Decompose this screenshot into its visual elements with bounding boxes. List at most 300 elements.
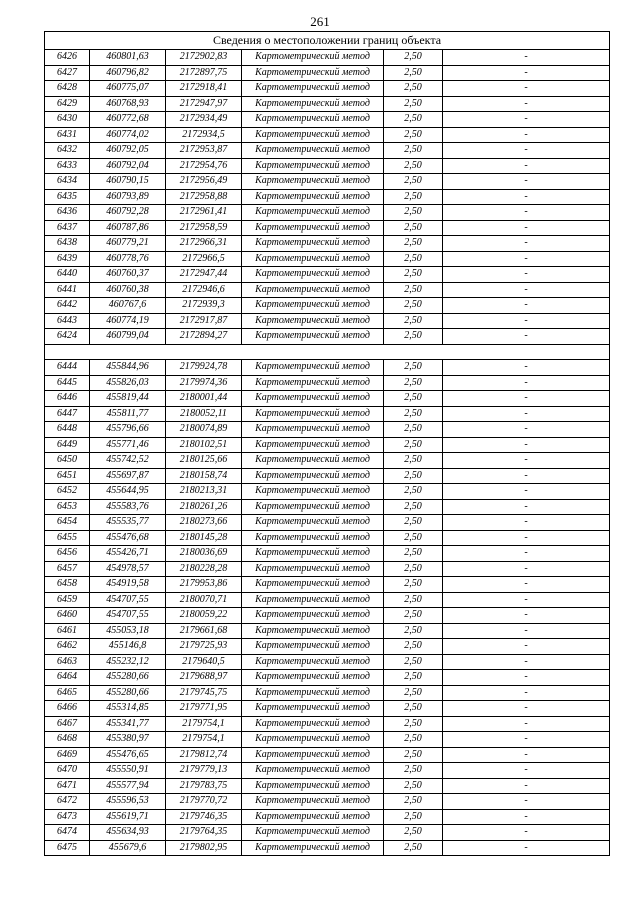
point-number-cell: 6452: [45, 484, 90, 500]
x-coordinate-cell: 455426,71: [90, 546, 166, 562]
point-number-cell: 6426: [45, 50, 90, 66]
x-coordinate-cell: 455280,66: [90, 685, 166, 701]
y-coordinate-cell: 2179974,36: [166, 375, 242, 391]
x-coordinate-cell: 460774,19: [90, 313, 166, 329]
table-row: [45, 189, 610, 205]
accuracy-cell: 2,50: [384, 96, 443, 112]
table-row: [45, 732, 610, 748]
description-cell: -: [443, 716, 610, 732]
table-row: [45, 391, 610, 407]
method-cell: Картометрический метод: [242, 654, 384, 670]
y-coordinate-cell: 2179764,35: [166, 825, 242, 841]
point-number-cell: 6448: [45, 422, 90, 438]
point-number-cell: 6469: [45, 747, 90, 763]
y-coordinate-cell: 2180125,66: [166, 453, 242, 469]
method-cell: Картометрический метод: [242, 360, 384, 376]
y-coordinate-cell: 2179924,78: [166, 360, 242, 376]
description-cell: -: [443, 329, 610, 345]
description-cell: -: [443, 282, 610, 298]
point-number-cell: 6439: [45, 251, 90, 267]
accuracy-cell: 2,50: [384, 174, 443, 190]
point-number-cell: 6455: [45, 530, 90, 546]
y-coordinate-cell: 2180059,22: [166, 608, 242, 624]
method-cell: Картометрический метод: [242, 282, 384, 298]
x-coordinate-cell: 455476,68: [90, 530, 166, 546]
y-coordinate-cell: 2179661,68: [166, 623, 242, 639]
table-row: [45, 561, 610, 577]
description-cell: -: [443, 608, 610, 624]
point-number-cell: 6449: [45, 437, 90, 453]
method-cell: Картометрический метод: [242, 778, 384, 794]
description-cell: -: [443, 220, 610, 236]
table-row: [45, 592, 610, 608]
description-cell: -: [443, 236, 610, 252]
x-coordinate-cell: 455634,93: [90, 825, 166, 841]
x-coordinate-cell: 455550,91: [90, 763, 166, 779]
x-coordinate-cell: 455380,97: [90, 732, 166, 748]
table-row: [45, 670, 610, 686]
table-row: [45, 794, 610, 810]
point-number-cell: 6453: [45, 499, 90, 515]
table-row: [45, 127, 610, 143]
method-cell: Картометрический метод: [242, 809, 384, 825]
accuracy-cell: 2,50: [384, 112, 443, 128]
table-row: [45, 313, 610, 329]
description-cell: -: [443, 747, 610, 763]
description-cell: -: [443, 515, 610, 531]
table-row: [45, 220, 610, 236]
point-number-cell: 6468: [45, 732, 90, 748]
x-coordinate-cell: 455826,03: [90, 375, 166, 391]
method-cell: Картометрический метод: [242, 763, 384, 779]
accuracy-cell: 2,50: [384, 670, 443, 686]
method-cell: Картометрический метод: [242, 716, 384, 732]
y-coordinate-cell: 2172918,41: [166, 81, 242, 97]
point-number-cell: 6474: [45, 825, 90, 841]
x-coordinate-cell: 460799,04: [90, 329, 166, 345]
description-cell: -: [443, 360, 610, 376]
description-cell: -: [443, 561, 610, 577]
method-cell: Картометрический метод: [242, 623, 384, 639]
table-row: [45, 422, 610, 438]
description-cell: -: [443, 391, 610, 407]
method-cell: Картометрический метод: [242, 825, 384, 841]
method-cell: Картометрический метод: [242, 313, 384, 329]
accuracy-cell: 2,50: [384, 282, 443, 298]
accuracy-cell: 2,50: [384, 220, 443, 236]
method-cell: Картометрический метод: [242, 577, 384, 593]
point-number-cell: 6424: [45, 329, 90, 345]
description-cell: -: [443, 437, 610, 453]
y-coordinate-cell: 2180213,31: [166, 484, 242, 500]
table-row: [45, 701, 610, 717]
y-coordinate-cell: 2180001,44: [166, 391, 242, 407]
description-cell: -: [443, 143, 610, 159]
description-cell: -: [443, 577, 610, 593]
x-coordinate-cell: 455844,96: [90, 360, 166, 376]
method-cell: Картометрический метод: [242, 608, 384, 624]
accuracy-cell: 2,50: [384, 329, 443, 345]
group-separator-cell: [45, 344, 610, 360]
x-coordinate-cell: 455742,52: [90, 453, 166, 469]
y-coordinate-cell: 2180158,74: [166, 468, 242, 484]
y-coordinate-cell: 2172946,6: [166, 282, 242, 298]
description-cell: -: [443, 298, 610, 314]
accuracy-cell: 2,50: [384, 437, 443, 453]
description-cell: -: [443, 685, 610, 701]
accuracy-cell: 2,50: [384, 732, 443, 748]
x-coordinate-cell: 455796,66: [90, 422, 166, 438]
x-coordinate-cell: 455811,77: [90, 406, 166, 422]
point-number-cell: 6454: [45, 515, 90, 531]
method-cell: Картометрический метод: [242, 453, 384, 469]
y-coordinate-cell: 2180074,89: [166, 422, 242, 438]
y-coordinate-cell: 2180273,66: [166, 515, 242, 531]
point-number-cell: 6444: [45, 360, 90, 376]
table-row: [45, 809, 610, 825]
y-coordinate-cell: 2180036,69: [166, 546, 242, 562]
y-coordinate-cell: 2172894,27: [166, 329, 242, 345]
point-number-cell: 6432: [45, 143, 90, 159]
table-row: [45, 515, 610, 531]
description-cell: -: [443, 778, 610, 794]
x-coordinate-cell: 455819,44: [90, 391, 166, 407]
accuracy-cell: 2,50: [384, 360, 443, 376]
point-number-cell: 6470: [45, 763, 90, 779]
method-cell: Картометрический метод: [242, 298, 384, 314]
point-number-cell: 6433: [45, 158, 90, 174]
table-row: [45, 639, 610, 655]
x-coordinate-cell: 460787,86: [90, 220, 166, 236]
method-cell: Картометрический метод: [242, 701, 384, 717]
x-coordinate-cell: 460760,37: [90, 267, 166, 283]
table-row: [45, 205, 610, 221]
method-cell: Картометрический метод: [242, 406, 384, 422]
accuracy-cell: 2,50: [384, 267, 443, 283]
method-cell: Картометрический метод: [242, 189, 384, 205]
point-number-cell: 6462: [45, 639, 90, 655]
accuracy-cell: 2,50: [384, 127, 443, 143]
method-cell: Картометрический метод: [242, 267, 384, 283]
accuracy-cell: 2,50: [384, 623, 443, 639]
y-coordinate-cell: 2172902,83: [166, 50, 242, 66]
y-coordinate-cell: 2172934,49: [166, 112, 242, 128]
point-number-cell: 6471: [45, 778, 90, 794]
point-number-cell: 6466: [45, 701, 90, 717]
x-coordinate-cell: 455314,85: [90, 701, 166, 717]
table-row: [45, 360, 610, 376]
description-cell: -: [443, 546, 610, 562]
accuracy-cell: 2,50: [384, 546, 443, 562]
table-row: [45, 484, 610, 500]
table-row: [45, 236, 610, 252]
point-number-cell: 6451: [45, 468, 90, 484]
point-number-cell: 6461: [45, 623, 90, 639]
accuracy-cell: 2,50: [384, 468, 443, 484]
x-coordinate-cell: 460774,02: [90, 127, 166, 143]
x-coordinate-cell: 455583,76: [90, 499, 166, 515]
accuracy-cell: 2,50: [384, 701, 443, 717]
accuracy-cell: 2,50: [384, 809, 443, 825]
method-cell: Картометрический метод: [242, 499, 384, 515]
table-row: [45, 499, 610, 515]
accuracy-cell: 2,50: [384, 375, 443, 391]
method-cell: Картометрический метод: [242, 422, 384, 438]
table-row: [45, 654, 610, 670]
table-row: [45, 174, 610, 190]
method-cell: Картометрический метод: [242, 592, 384, 608]
method-cell: Картометрический метод: [242, 670, 384, 686]
point-number-cell: 6436: [45, 205, 90, 221]
y-coordinate-cell: 2179783,75: [166, 778, 242, 794]
table-row: [45, 406, 610, 422]
point-number-cell: 6441: [45, 282, 90, 298]
x-coordinate-cell: 460767,6: [90, 298, 166, 314]
x-coordinate-cell: 455619,71: [90, 809, 166, 825]
point-number-cell: 6434: [45, 174, 90, 190]
description-cell: -: [443, 189, 610, 205]
y-coordinate-cell: 2179688,97: [166, 670, 242, 686]
x-coordinate-cell: 455577,94: [90, 778, 166, 794]
point-number-cell: 6445: [45, 375, 90, 391]
accuracy-cell: 2,50: [384, 65, 443, 81]
table-row: [45, 840, 610, 856]
x-coordinate-cell: 460790,15: [90, 174, 166, 190]
x-coordinate-cell: 454707,55: [90, 608, 166, 624]
table-row: [45, 716, 610, 732]
method-cell: Картометрический метод: [242, 391, 384, 407]
method-cell: Картометрический метод: [242, 840, 384, 856]
accuracy-cell: 2,50: [384, 747, 443, 763]
accuracy-cell: 2,50: [384, 189, 443, 205]
table-row: [45, 282, 610, 298]
x-coordinate-cell: 455053,18: [90, 623, 166, 639]
description-cell: -: [443, 701, 610, 717]
table-row: [45, 267, 610, 283]
y-coordinate-cell: 2172953,87: [166, 143, 242, 159]
table-row: [45, 608, 610, 624]
y-coordinate-cell: 2172947,44: [166, 267, 242, 283]
accuracy-cell: 2,50: [384, 406, 443, 422]
description-cell: -: [443, 96, 610, 112]
accuracy-cell: 2,50: [384, 205, 443, 221]
point-number-cell: 6427: [45, 65, 90, 81]
description-cell: -: [443, 592, 610, 608]
accuracy-cell: 2,50: [384, 530, 443, 546]
table-row: [45, 778, 610, 794]
description-cell: -: [443, 639, 610, 655]
point-number-cell: 6459: [45, 592, 90, 608]
table-row: [45, 81, 610, 97]
method-cell: Картометрический метод: [242, 205, 384, 221]
point-number-cell: 6443: [45, 313, 90, 329]
y-coordinate-cell: 2172958,88: [166, 189, 242, 205]
accuracy-cell: 2,50: [384, 50, 443, 66]
y-coordinate-cell: 2179725,93: [166, 639, 242, 655]
method-cell: Картометрический метод: [242, 158, 384, 174]
y-coordinate-cell: 2179771,95: [166, 701, 242, 717]
x-coordinate-cell: 460779,21: [90, 236, 166, 252]
description-cell: -: [443, 825, 610, 841]
method-cell: Картометрический метод: [242, 437, 384, 453]
method-cell: Картометрический метод: [242, 251, 384, 267]
accuracy-cell: 2,50: [384, 158, 443, 174]
point-number-cell: 6440: [45, 267, 90, 283]
method-cell: Картометрический метод: [242, 561, 384, 577]
method-cell: Картометрический метод: [242, 375, 384, 391]
point-number-cell: 6456: [45, 546, 90, 562]
table-row: [45, 375, 610, 391]
method-cell: Картометрический метод: [242, 639, 384, 655]
point-number-cell: 6464: [45, 670, 90, 686]
y-coordinate-cell: 2180052,11: [166, 406, 242, 422]
description-cell: -: [443, 174, 610, 190]
accuracy-cell: 2,50: [384, 577, 443, 593]
description-cell: -: [443, 484, 610, 500]
y-coordinate-cell: 2172966,31: [166, 236, 242, 252]
accuracy-cell: 2,50: [384, 143, 443, 159]
y-coordinate-cell: 2180070,71: [166, 592, 242, 608]
x-coordinate-cell: 460796,82: [90, 65, 166, 81]
description-cell: -: [443, 468, 610, 484]
x-coordinate-cell: 455596,53: [90, 794, 166, 810]
table-title: Сведения о местоположении границ объекта: [45, 32, 610, 50]
table-row: [45, 530, 610, 546]
x-coordinate-cell: 455280,66: [90, 670, 166, 686]
y-coordinate-cell: 2180228,28: [166, 561, 242, 577]
x-coordinate-cell: 460760,38: [90, 282, 166, 298]
description-cell: -: [443, 50, 610, 66]
method-cell: Картометрический метод: [242, 174, 384, 190]
x-coordinate-cell: 460772,68: [90, 112, 166, 128]
table-row: [45, 623, 610, 639]
method-cell: Картометрический метод: [242, 468, 384, 484]
point-number-cell: 6435: [45, 189, 90, 205]
table-row: [45, 251, 610, 267]
y-coordinate-cell: 2172954,76: [166, 158, 242, 174]
method-cell: Картометрический метод: [242, 515, 384, 531]
x-coordinate-cell: 455697,87: [90, 468, 166, 484]
description-cell: -: [443, 763, 610, 779]
method-cell: Картометрический метод: [242, 747, 384, 763]
x-coordinate-cell: 454978,57: [90, 561, 166, 577]
point-number-cell: 6472: [45, 794, 90, 810]
description-cell: -: [443, 840, 610, 856]
y-coordinate-cell: 2180102,51: [166, 437, 242, 453]
y-coordinate-cell: 2172966,5: [166, 251, 242, 267]
method-cell: Картометрический метод: [242, 732, 384, 748]
page-number: 261: [310, 14, 330, 29]
description-cell: -: [443, 809, 610, 825]
y-coordinate-cell: 2172958,59: [166, 220, 242, 236]
y-coordinate-cell: 2172939,3: [166, 298, 242, 314]
x-coordinate-cell: 460775,07: [90, 81, 166, 97]
description-cell: -: [443, 406, 610, 422]
point-number-cell: 6460: [45, 608, 90, 624]
description-cell: -: [443, 375, 610, 391]
description-cell: -: [443, 313, 610, 329]
description-cell: -: [443, 251, 610, 267]
table-row: [45, 50, 610, 66]
x-coordinate-cell: 460792,28: [90, 205, 166, 221]
y-coordinate-cell: 2179812,74: [166, 747, 242, 763]
accuracy-cell: 2,50: [384, 716, 443, 732]
y-coordinate-cell: 2179779,13: [166, 763, 242, 779]
accuracy-cell: 2,50: [384, 298, 443, 314]
point-number-cell: 6447: [45, 406, 90, 422]
y-coordinate-cell: 2179953,86: [166, 577, 242, 593]
y-coordinate-cell: 2179754,1: [166, 716, 242, 732]
table-row: [45, 453, 610, 469]
method-cell: Картометрический метод: [242, 236, 384, 252]
accuracy-cell: 2,50: [384, 236, 443, 252]
accuracy-cell: 2,50: [384, 794, 443, 810]
description-cell: -: [443, 127, 610, 143]
x-coordinate-cell: 460768,93: [90, 96, 166, 112]
description-cell: -: [443, 422, 610, 438]
accuracy-cell: 2,50: [384, 639, 443, 655]
method-cell: Картометрический метод: [242, 794, 384, 810]
accuracy-cell: 2,50: [384, 313, 443, 329]
method-cell: Картометрический метод: [242, 546, 384, 562]
table-row: [45, 825, 610, 841]
accuracy-cell: 2,50: [384, 484, 443, 500]
point-number-cell: 6475: [45, 840, 90, 856]
method-cell: Картометрический метод: [242, 65, 384, 81]
point-number-cell: 6465: [45, 685, 90, 701]
method-cell: Картометрический метод: [242, 112, 384, 128]
description-cell: -: [443, 81, 610, 97]
accuracy-cell: 2,50: [384, 499, 443, 515]
table-row: [45, 747, 610, 763]
point-number-cell: 6438: [45, 236, 90, 252]
x-coordinate-cell: 455341,77: [90, 716, 166, 732]
x-coordinate-cell: 455771,46: [90, 437, 166, 453]
accuracy-cell: 2,50: [384, 453, 443, 469]
y-coordinate-cell: 2179745,75: [166, 685, 242, 701]
y-coordinate-cell: 2172934,5: [166, 127, 242, 143]
x-coordinate-cell: 454919,58: [90, 577, 166, 593]
y-coordinate-cell: 2180261,26: [166, 499, 242, 515]
table-row: [45, 437, 610, 453]
accuracy-cell: 2,50: [384, 561, 443, 577]
point-number-cell: 6458: [45, 577, 90, 593]
accuracy-cell: 2,50: [384, 81, 443, 97]
x-coordinate-cell: 455535,77: [90, 515, 166, 531]
accuracy-cell: 2,50: [384, 654, 443, 670]
accuracy-cell: 2,50: [384, 422, 443, 438]
method-cell: Картометрический метод: [242, 329, 384, 345]
accuracy-cell: 2,50: [384, 515, 443, 531]
method-cell: Картометрический метод: [242, 685, 384, 701]
description-cell: -: [443, 158, 610, 174]
method-cell: Картометрический метод: [242, 50, 384, 66]
method-cell: Картометрический метод: [242, 143, 384, 159]
x-coordinate-cell: 460778,76: [90, 251, 166, 267]
point-number-cell: 6450: [45, 453, 90, 469]
description-cell: -: [443, 112, 610, 128]
table-row: [45, 577, 610, 593]
description-cell: -: [443, 530, 610, 546]
x-coordinate-cell: 455146,8: [90, 639, 166, 655]
y-coordinate-cell: 2172961,41: [166, 205, 242, 221]
table-row: [45, 158, 610, 174]
description-cell: -: [443, 205, 610, 221]
method-cell: Картометрический метод: [242, 484, 384, 500]
method-cell: Картометрический метод: [242, 530, 384, 546]
point-number-cell: 6437: [45, 220, 90, 236]
accuracy-cell: 2,50: [384, 592, 443, 608]
